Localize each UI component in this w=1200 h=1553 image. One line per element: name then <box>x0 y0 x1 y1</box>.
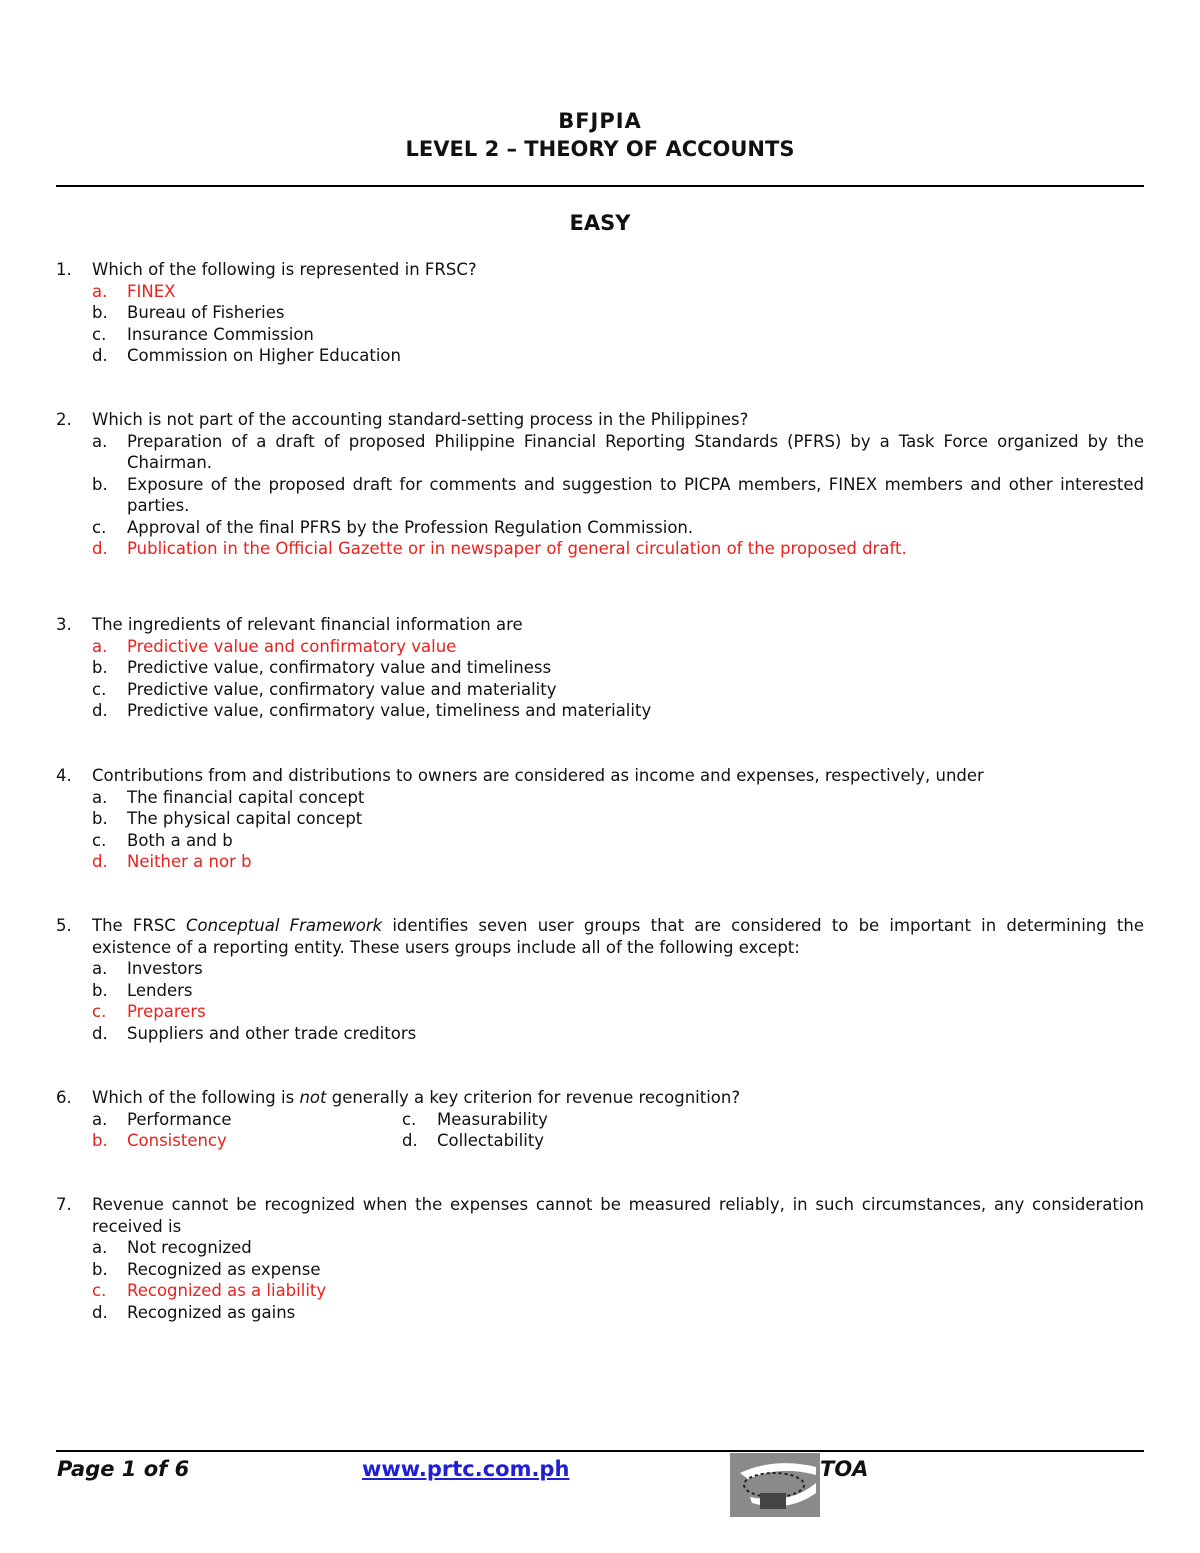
option-b <box>92 657 1144 679</box>
option-b <box>92 302 1144 324</box>
header-subtitle: LEVEL 2 – THEORY OF ACCOUNTS <box>405 137 795 161</box>
option-text: Recognized as a liability <box>127 1281 327 1300</box>
option-letter: c. <box>402 1109 417 1129</box>
option-c <box>92 830 1144 852</box>
option-row <box>92 1109 1144 1131</box>
question-text-italic: not <box>299 1088 327 1107</box>
footer-divider <box>56 1450 1144 1452</box>
header-divider <box>56 185 1144 187</box>
option-a <box>92 1109 402 1131</box>
question-text: Contributions from and distributions to owners are considered as income and expenses, respectively, under <box>92 766 984 785</box>
option-letter: b. <box>92 1131 108 1150</box>
question-number: 2. <box>56 410 72 429</box>
question-number: 4. <box>56 766 72 785</box>
option-c <box>92 679 1144 701</box>
option-letter: c. <box>92 517 107 537</box>
option-d <box>92 1023 1144 1045</box>
option-letter: d. <box>92 1023 108 1043</box>
question-text-italic: Conceptual Framework <box>186 916 383 935</box>
option-text: Recognized as expense <box>127 1259 321 1279</box>
question-4 <box>56 765 1144 873</box>
option-text: Investors <box>127 959 203 978</box>
option-a <box>92 636 1144 658</box>
option-letter: d. <box>92 701 108 720</box>
option-text: Preparation of a draft of proposed Philippine Financial Reporting Standards (PFRS) by a Task Force organized by the Chairman. <box>127 431 1144 472</box>
question-number: 5. <box>56 916 72 935</box>
option-a <box>92 281 1144 303</box>
prtc-logo-icon <box>730 1453 820 1517</box>
question-5 <box>56 915 1144 1044</box>
question-stem <box>56 409 1144 431</box>
header-org: BFJPIA <box>558 109 642 133</box>
question-text: Which of the following is represented in FRSC? <box>92 260 477 279</box>
question-text <box>92 915 1144 958</box>
option-text: Predictive value, confirmatory value and materiality <box>127 679 557 699</box>
option-text: Collectability <box>437 1131 545 1150</box>
option-letter: b. <box>92 1259 108 1279</box>
question-stem <box>56 915 1144 958</box>
option-letter: c. <box>92 1002 107 1021</box>
question-text-start: Which of the following is <box>92 1088 300 1107</box>
option-text: Both a and b <box>127 830 233 850</box>
option-letter: b. <box>92 658 108 677</box>
option-text: Commission on Higher Education <box>127 346 401 365</box>
option-c <box>92 517 1144 539</box>
option-a <box>92 787 1144 809</box>
question-number: 6. <box>56 1088 72 1107</box>
option-c <box>92 1001 1144 1023</box>
option-letter: d. <box>402 1131 418 1150</box>
question-text: Which is not part of the accounting standard-setting process in the Philippines? <box>92 410 749 429</box>
option-a <box>92 431 1144 474</box>
question-stem <box>56 1194 1144 1237</box>
option-text: FINEX <box>127 281 176 301</box>
option-d <box>92 851 1144 873</box>
option-a <box>92 1237 1144 1259</box>
option-letter: c. <box>92 830 107 850</box>
option-text: Predictive value, confirmatory value, timeliness and materiality <box>127 701 652 720</box>
option-text: Insurance Commission <box>127 324 314 344</box>
question-stem <box>56 614 1144 636</box>
option-letter: b. <box>92 474 108 494</box>
option-letter: b. <box>92 303 108 322</box>
option-b <box>92 1130 402 1152</box>
question-text <box>92 1087 1144 1109</box>
question-text-start: The FRSC <box>92 916 187 935</box>
option-text: Suppliers and other trade creditors <box>127 1023 417 1043</box>
option-d <box>92 538 1144 560</box>
option-letter: d. <box>92 1302 108 1322</box>
page-number: Page 1 of 6 <box>57 1457 190 1481</box>
option-letter: a. <box>92 1238 108 1257</box>
option-text: Not recognized <box>127 1238 252 1257</box>
option-text: Predictive value and confirmatory value <box>127 636 457 656</box>
subject-code: TOA <box>820 1457 869 1481</box>
option-text: Approval of the final PFRS by the Profession Regulation Commission. <box>127 517 694 537</box>
option-letter: b. <box>92 980 108 1000</box>
option-text: Measurability <box>437 1109 548 1129</box>
option-text: Performance <box>127 1109 232 1129</box>
option-c <box>92 324 1144 346</box>
option-d <box>92 700 1144 722</box>
option-letter: a. <box>92 431 108 451</box>
option-text: Publication in the Official Gazette or in newspaper of general circulation of the proposed draft. <box>127 539 907 558</box>
question-7 <box>56 1194 1144 1323</box>
option-letter: a. <box>92 281 108 301</box>
option-text: Lenders <box>127 980 193 1000</box>
option-b <box>92 980 1144 1002</box>
question-stem <box>56 765 1144 787</box>
option-c <box>402 1109 712 1131</box>
option-text: Preparers <box>127 1002 206 1021</box>
option-letter: d. <box>92 852 108 871</box>
option-letter: a. <box>92 636 108 656</box>
question-number: 3. <box>56 615 72 634</box>
option-a <box>92 958 1144 980</box>
option-letter: a. <box>92 787 108 807</box>
question-3 <box>56 614 1144 722</box>
option-b <box>92 474 1144 517</box>
question-text: The ingredients of relevant financial information are <box>92 615 523 634</box>
question-text-end: generally a key criterion for revenue recognition? <box>326 1088 741 1107</box>
question-text: Revenue cannot be recognized when the expenses cannot be measured reliably, in such circumstances, any consideration received is <box>92 1195 1144 1236</box>
option-letter: d. <box>92 539 108 558</box>
option-letter: a. <box>92 959 108 978</box>
option-d <box>402 1130 712 1152</box>
option-d <box>92 345 1144 367</box>
option-d <box>92 1302 1144 1324</box>
question-stem <box>56 1087 1144 1109</box>
option-text: Bureau of Fisheries <box>127 303 285 322</box>
question-2 <box>56 409 1144 560</box>
website-link[interactable]: www.prtc.com.ph <box>362 1457 570 1481</box>
option-text: The physical capital concept <box>127 809 363 828</box>
option-b <box>92 1259 1144 1281</box>
option-text: Consistency <box>127 1131 227 1150</box>
option-letter: c. <box>92 324 107 344</box>
question-number: 7. <box>56 1195 72 1214</box>
option-text: The financial capital concept <box>127 787 365 807</box>
option-letter: a. <box>92 1109 108 1129</box>
question-stem <box>56 259 1144 281</box>
option-letter: d. <box>92 346 108 365</box>
option-text: Recognized as gains <box>127 1302 296 1322</box>
option-b <box>92 808 1144 830</box>
question-6 <box>56 1087 1144 1152</box>
section-title: EASY <box>569 211 631 235</box>
option-letter: b. <box>92 809 108 828</box>
option-letter: c. <box>92 679 107 699</box>
question-1 <box>56 259 1144 367</box>
option-text: Predictive value, confirmatory value and timeliness <box>127 658 552 677</box>
option-text: Exposure of the proposed draft for comments and suggestion to PICPA members, FINEX members and other interested parties. <box>127 474 1144 515</box>
question-text-end: identifies seven user groups that are considered to be important in determining the existence of a reporting entity. These users groups include all of the following except: <box>92 916 1144 957</box>
option-c <box>92 1280 1144 1302</box>
question-number: 1. <box>56 260 72 279</box>
option-letter: c. <box>92 1281 107 1300</box>
option-text: Neither a nor b <box>127 852 252 871</box>
option-row <box>92 1130 1144 1152</box>
